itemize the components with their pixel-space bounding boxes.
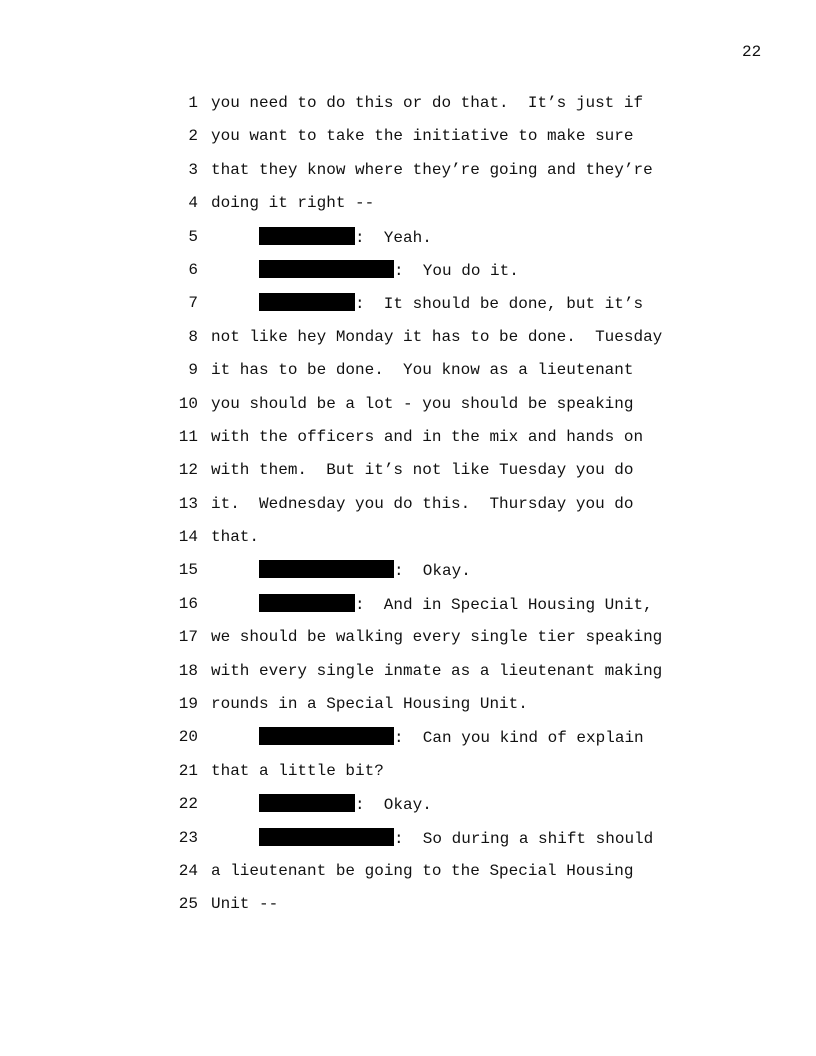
redacted-speaker-name — [259, 560, 394, 578]
redacted-speaker-name — [259, 794, 355, 812]
speaker-turn — [259, 794, 432, 815]
line-number: 15 — [178, 561, 198, 580]
line-content: rounds in a Special Housing Unit. — [211, 695, 528, 714]
line-content: you should be a lot - you should be speaking — [211, 394, 634, 413]
line-content: that. — [211, 528, 260, 547]
line-text — [211, 126, 633, 146]
line-number: 11 — [178, 427, 198, 446]
redacted-speaker-name — [259, 594, 355, 612]
line-content: not like hey Monday it has to be done. Tuesday — [211, 327, 663, 346]
line-text — [211, 93, 643, 113]
line-text — [211, 427, 643, 447]
line-content: Unit -- — [211, 895, 279, 914]
transcript-line — [0, 761, 816, 794]
transcript-line — [0, 327, 816, 360]
transcript-line — [0, 861, 816, 894]
line-text — [211, 761, 384, 781]
line-text — [211, 661, 662, 681]
line-text — [211, 494, 633, 514]
speaker-turn — [259, 560, 471, 581]
line-content: with the officers and in the mix and hands on — [211, 427, 644, 446]
line-number: 4 — [188, 194, 198, 213]
transcript-line — [0, 560, 816, 593]
line-number: 22 — [178, 795, 198, 814]
line-content: : Okay. — [394, 562, 471, 581]
speaker-turn — [259, 293, 643, 314]
line-text — [211, 160, 653, 180]
line-number: 23 — [178, 828, 198, 847]
line-content: we should be walking every single tier speaking — [211, 628, 663, 647]
line-number: 18 — [178, 661, 198, 680]
line-text — [211, 861, 633, 881]
line-number: 6 — [188, 260, 198, 279]
transcript-line — [0, 126, 816, 159]
transcript-line — [0, 894, 816, 927]
transcript-line — [0, 460, 816, 493]
transcript-line — [0, 360, 816, 393]
line-content: with them. But it’s not like Tuesday you do — [211, 461, 634, 480]
line-number: 9 — [188, 361, 198, 380]
line-number: 1 — [188, 94, 198, 112]
redacted-speaker-name — [259, 828, 394, 846]
speaker-turn — [259, 260, 519, 281]
line-number: 17 — [178, 628, 198, 647]
transcript-line — [0, 694, 816, 727]
transcript-line — [0, 427, 816, 460]
speaker-turn — [259, 594, 653, 615]
line-content: : And in Special Housing Unit, — [355, 595, 653, 614]
speaker-turn — [259, 727, 644, 748]
line-text — [211, 894, 278, 914]
transcript-line — [0, 494, 816, 527]
line-number: 20 — [178, 728, 198, 747]
transcript-line — [0, 794, 816, 827]
page-number: 22 — [742, 43, 762, 61]
transcript-line — [0, 527, 816, 560]
transcript-line — [0, 594, 816, 627]
line-content: : So during a shift should — [394, 829, 654, 848]
line-text — [211, 394, 633, 414]
redacted-speaker-name — [259, 727, 394, 745]
transcript-line — [0, 193, 816, 226]
line-number: 10 — [178, 394, 198, 413]
line-number: 8 — [188, 327, 198, 346]
line-number: 2 — [188, 127, 198, 146]
line-content: : Yeah. — [355, 228, 432, 247]
line-content: you want to take the initiative to make sure — [211, 127, 634, 146]
transcript-line — [0, 93, 816, 126]
line-content: : You do it. — [394, 261, 519, 280]
line-number: 5 — [188, 227, 198, 246]
transcript-line — [0, 828, 816, 861]
line-text — [211, 460, 633, 480]
speaker-turn — [259, 227, 432, 248]
redacted-speaker-name — [259, 260, 394, 278]
line-content: it has to be done. You know as a lieutenant — [211, 361, 634, 380]
line-text — [211, 327, 662, 347]
line-number: 3 — [188, 160, 198, 179]
line-number: 7 — [188, 294, 198, 313]
transcript-line — [0, 293, 816, 326]
line-text — [211, 360, 633, 380]
line-content: doing it right -- — [211, 194, 375, 213]
transcript-body — [0, 93, 816, 928]
line-text — [211, 627, 662, 647]
line-content: : It should be done, but it’s — [355, 295, 644, 314]
line-text — [211, 527, 259, 547]
speaker-turn — [259, 828, 653, 849]
line-content: you need to do this or do that. It’s just if — [211, 94, 644, 112]
transcript-line — [0, 661, 816, 694]
line-number: 14 — [178, 528, 198, 547]
transcript-line — [0, 727, 816, 760]
line-number: 13 — [178, 494, 198, 513]
transcript-line — [0, 627, 816, 660]
line-number: 16 — [178, 594, 198, 613]
line-text — [211, 193, 374, 213]
line-number: 25 — [178, 895, 198, 914]
line-content: a lieutenant be going to the Special Housing — [211, 861, 634, 880]
line-content: : Can you kind of explain — [394, 729, 644, 748]
line-number: 19 — [178, 695, 198, 714]
line-content: that they know where they’re going and they’re — [211, 160, 653, 179]
line-content: that a little bit? — [211, 761, 384, 780]
transcript-line — [0, 260, 816, 293]
line-content: : Okay. — [355, 796, 432, 815]
line-number: 21 — [178, 761, 198, 780]
line-content: it. Wednesday you do this. Thursday you do — [211, 494, 634, 513]
redacted-speaker-name — [259, 293, 355, 311]
transcript-line — [0, 394, 816, 427]
transcript-line — [0, 227, 816, 260]
line-content: with every single inmate as a lieutenant making — [211, 661, 663, 680]
line-text — [211, 694, 528, 714]
line-number: 12 — [178, 461, 198, 480]
transcript-line — [0, 160, 816, 193]
line-number: 24 — [178, 861, 198, 880]
redacted-speaker-name — [259, 227, 355, 245]
